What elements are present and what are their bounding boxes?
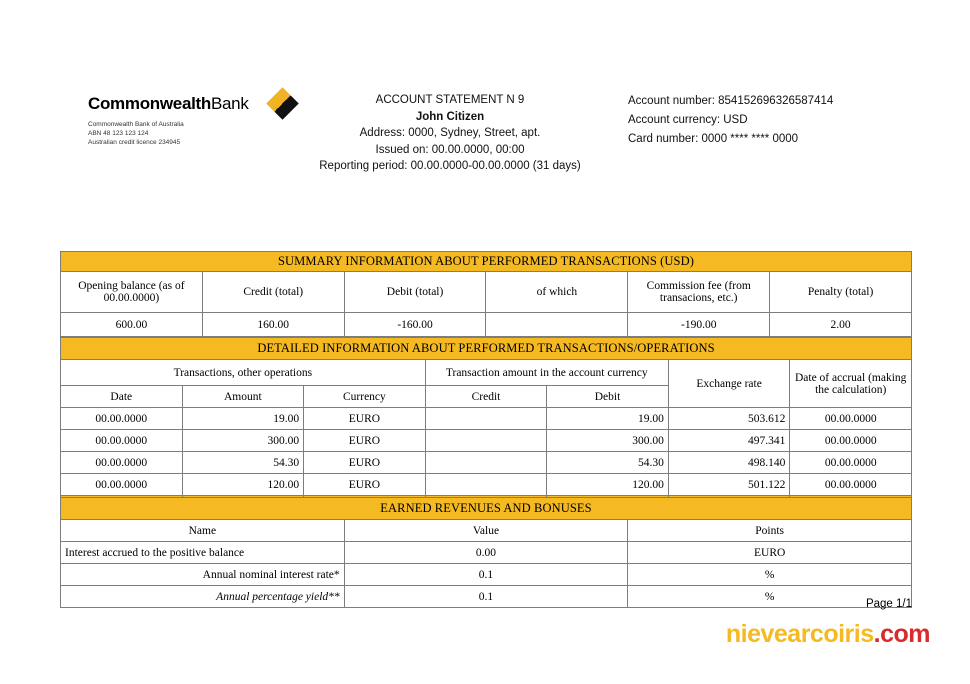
cell-exchange-rate: 501.122 — [668, 474, 790, 496]
customer-name: John Citizen — [415, 110, 485, 123]
cell-date: 00.00.0000 — [61, 430, 183, 452]
bank-name-bold: Commonwealth — [88, 94, 211, 113]
revenue-value: 0.1 — [344, 564, 628, 586]
detailed-header-currency: Currency — [304, 386, 426, 408]
account-currency: Account currency: USD — [628, 114, 748, 126]
revenue-points: % — [628, 564, 912, 586]
summary-values-row — [61, 313, 912, 337]
cell-currency: EURO — [304, 474, 426, 496]
revenues-title: EARNED REVENUES AND BONUSES — [61, 498, 912, 520]
table-row — [61, 408, 912, 430]
cell-accrual-date: 00.00.0000 — [790, 408, 912, 430]
cell-exchange-rate: 503.612 — [668, 408, 790, 430]
summary-title-row — [61, 252, 912, 272]
detailed-group-transactions: Transactions, other operations — [61, 360, 426, 386]
bank-branding — [0, 92, 300, 147]
revenue-value: 0.1 — [344, 586, 628, 608]
cell-currency: EURO — [304, 408, 426, 430]
detailed-header-credit: Credit — [425, 386, 547, 408]
cell-date: 00.00.0000 — [61, 474, 183, 496]
summary-value-opening-balance: 600.00 — [61, 313, 203, 337]
statement-title: ACCOUNT STATEMENT N 9 — [375, 94, 525, 106]
revenues-title-row — [61, 498, 912, 520]
cell-credit — [425, 474, 547, 496]
watermark — [726, 620, 930, 649]
customer-address: Address: 0000, Sydney, Street, apt. — [359, 127, 541, 139]
revenue-points: EURO — [628, 542, 912, 564]
cell-currency: EURO — [304, 430, 426, 452]
cell-debit: 54.30 — [547, 452, 669, 474]
bank-legal-info — [88, 120, 300, 147]
revenue-name: Interest accrued to the positive balance — [61, 542, 345, 564]
summary-value-penalty-total: 2.00 — [770, 313, 912, 337]
cell-debit: 300.00 — [547, 430, 669, 452]
summary-value-of-which — [486, 313, 628, 337]
detailed-transactions-table — [60, 337, 912, 518]
detailed-group-amount: Transaction amount in the account currency — [425, 360, 668, 386]
statement-meta — [300, 92, 600, 175]
cell-credit — [425, 408, 547, 430]
summary-header-row — [61, 272, 912, 313]
bank-legal-line-3: Australian credit licence 234945 — [88, 139, 181, 146]
table-row — [61, 430, 912, 452]
cell-amount: 120.00 — [182, 474, 304, 496]
summary-header-commission-fee: Commission fee (from transacions, etc.) — [628, 272, 770, 313]
cell-accrual-date: 00.00.0000 — [790, 474, 912, 496]
revenue-points: % — [628, 586, 912, 608]
account-number: Account number: 854152696326587414 — [628, 95, 834, 107]
summary-table — [60, 251, 912, 337]
summary-header-penalty-total: Penalty (total) — [770, 272, 912, 313]
summary-value-commission-fee: -190.00 — [628, 313, 770, 337]
cell-debit: 19.00 — [547, 408, 669, 430]
table-row — [61, 542, 912, 564]
bank-legal-line-2: ABN 48 123 123 124 — [88, 130, 149, 137]
summary-header-of-which: of which — [486, 272, 628, 313]
summary-title: SUMMARY INFORMATION ABOUT PERFORMED TRANSACTIONS (USD) — [61, 252, 912, 272]
table-row — [61, 564, 912, 586]
account-meta — [628, 92, 833, 149]
cell-accrual-date: 00.00.0000 — [790, 452, 912, 474]
table-row — [61, 452, 912, 474]
cell-amount: 19.00 — [182, 408, 304, 430]
revenues-header-value: Value — [344, 520, 628, 542]
revenues-header-row — [61, 520, 912, 542]
reporting-period: Reporting period: 00.00.0000-00.00.0000 (31 days) — [319, 160, 581, 172]
detailed-group-date-of-accrual: Date of accrual (making the calculation) — [790, 360, 912, 408]
revenue-name: Annual nominal interest rate* — [61, 564, 345, 586]
issued-on: Issued on: 00.00.0000, 00:00 — [375, 143, 525, 156]
detailed-header-amount: Amount — [182, 386, 304, 408]
card-number: Card number: 0000 **** **** 0000 — [628, 133, 799, 145]
detailed-title-row — [61, 338, 912, 360]
commonwealth-diamond-icon — [266, 87, 299, 120]
document-header — [0, 92, 970, 175]
watermark-tld: .com — [873, 620, 930, 648]
cell-amount: 54.30 — [182, 452, 304, 474]
detailed-group-exchange-rate: Exchange rate — [668, 360, 790, 408]
summary-header-debit-total: Debit (total) — [344, 272, 486, 313]
revenues-header-points: Points — [628, 520, 912, 542]
table-row — [61, 474, 912, 496]
cell-debit: 120.00 — [547, 474, 669, 496]
bank-legal-line-1: Commonwealth Bank of Australia — [88, 121, 184, 128]
revenues-header-name: Name — [61, 520, 345, 542]
bank-name-light: Bank — [210, 94, 249, 113]
cell-credit — [425, 452, 547, 474]
detailed-title: DETAILED INFORMATION ABOUT PERFORMED TRANSACTIONS/OPERATIONS — [61, 338, 912, 360]
cell-exchange-rate: 497.341 — [668, 430, 790, 452]
detailed-header-date: Date — [61, 386, 183, 408]
bank-name — [88, 95, 249, 112]
page-number: Page 1/1 — [865, 598, 912, 610]
detailed-header-debit: Debit — [547, 386, 669, 408]
earned-revenues-table — [60, 497, 912, 608]
watermark-main: nievearcoiris — [725, 620, 874, 648]
summary-value-credit-total: 160.00 — [202, 313, 344, 337]
cell-accrual-date: 00.00.0000 — [790, 430, 912, 452]
summary-header-credit-total: Credit (total) — [202, 272, 344, 313]
revenue-value: 0.00 — [344, 542, 628, 564]
summary-header-opening-balance: Opening balance (as of 00.00.0000) — [61, 272, 203, 313]
summary-value-debit-total: -160.00 — [344, 313, 486, 337]
revenue-name: Annual percentage yield** — [61, 586, 345, 608]
cell-date: 00.00.0000 — [61, 408, 183, 430]
cell-date: 00.00.0000 — [61, 452, 183, 474]
cell-amount: 300.00 — [182, 430, 304, 452]
cell-credit — [425, 430, 547, 452]
cell-currency: EURO — [304, 452, 426, 474]
detailed-group-header-row — [61, 360, 912, 386]
cell-exchange-rate: 498.140 — [668, 452, 790, 474]
logo-row — [88, 92, 300, 115]
